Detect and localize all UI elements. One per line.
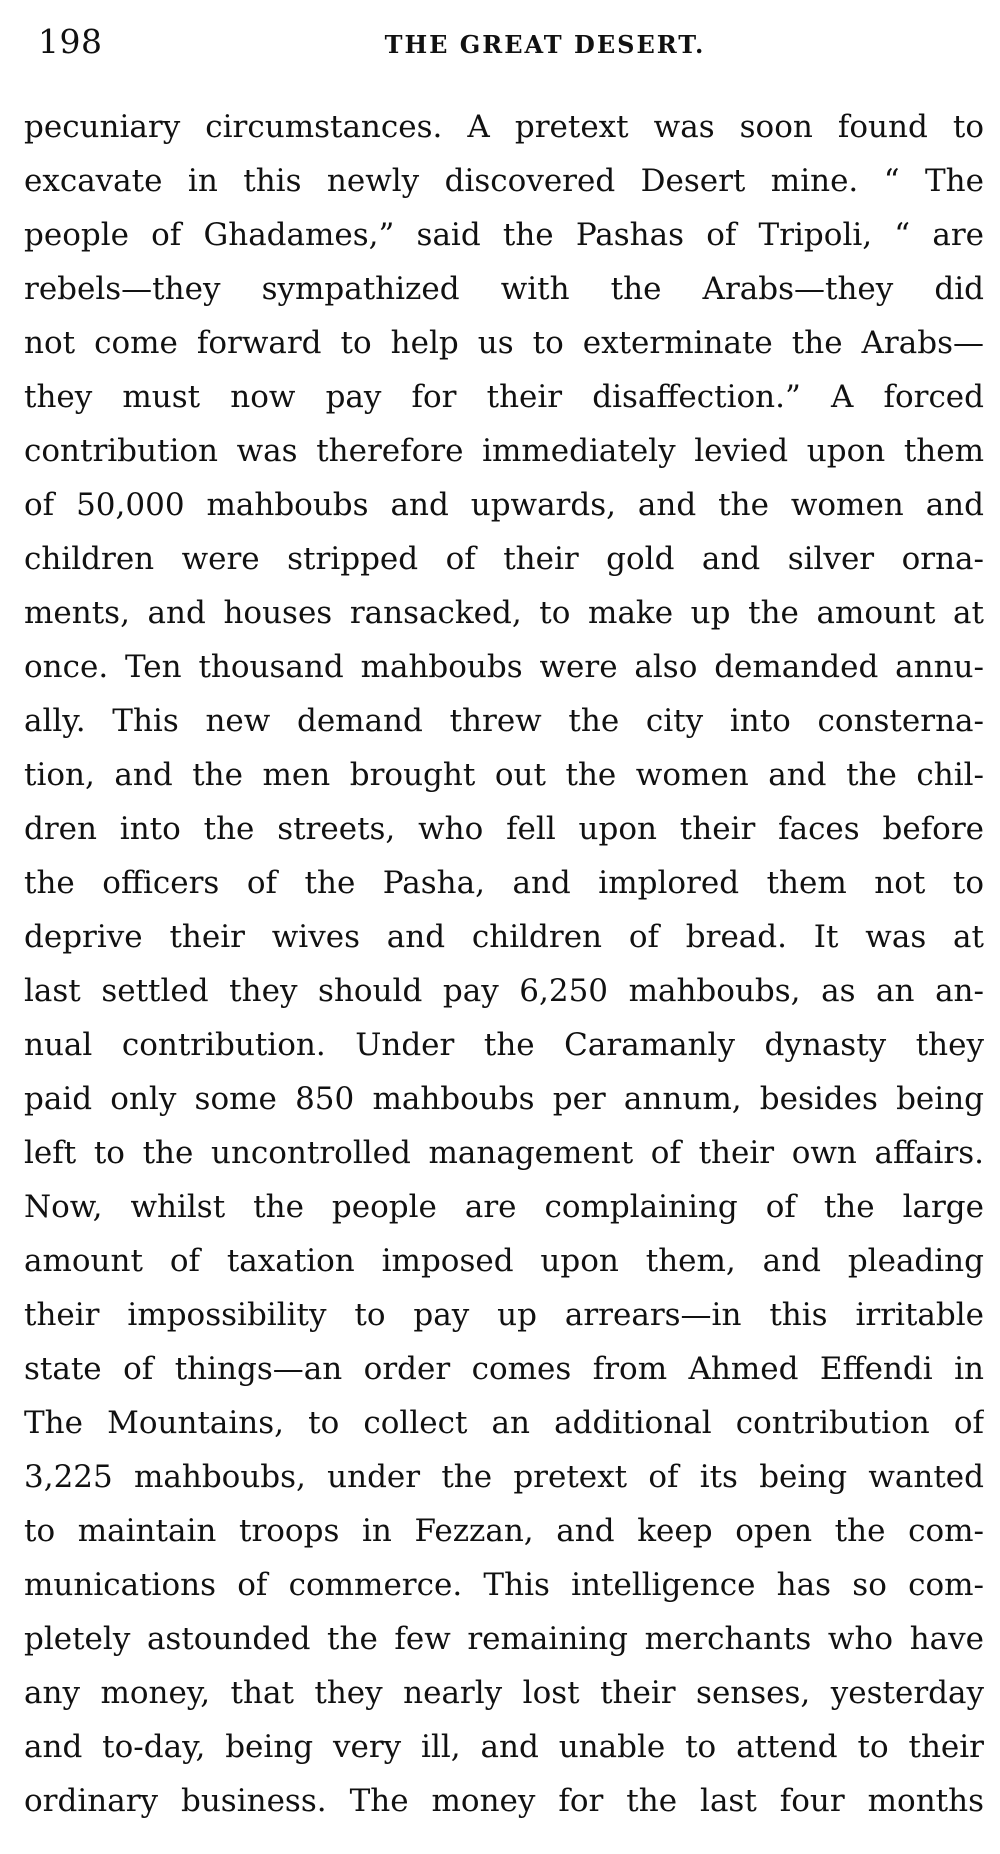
text-line: left to the uncontrolled management of their own affairs. xyxy=(24,1135,984,1171)
text-line: deprive their wives and children of bread. It was at xyxy=(24,919,984,955)
text-line: people of Ghadames,” said the Pashas of Tripoli, “ are xyxy=(24,217,984,253)
page-header xyxy=(30,18,970,68)
text-line: ally. This new demand threw the city into consterna- xyxy=(24,703,984,739)
text-line: ments, and houses ransacked, to make up the amount at xyxy=(24,595,984,631)
text-line: they must now pay for their disaffection.” A forced xyxy=(24,379,984,415)
text-line: nual contribution. Under the Caramanly dynasty they xyxy=(24,1027,984,1063)
text-line: last settled they should pay 6,250 mahboubs, as an an- xyxy=(24,973,984,1009)
text-line: 3,225 mahboubs, under the pretext of its being wanted xyxy=(24,1459,984,1495)
text-line: paid only some 850 mahboubs per annum, besides being xyxy=(24,1081,984,1117)
text-line: tion, and the men brought out the women and the chil- xyxy=(24,757,984,793)
page-number: 198 xyxy=(38,22,103,61)
text-line: state of things—an order comes from Ahmed Effendi in xyxy=(24,1351,984,1387)
text-line: amount of taxation imposed upon them, and pleading xyxy=(24,1243,984,1279)
text-line: once. Ten thousand mahboubs were also demanded annu- xyxy=(24,649,984,685)
text-line: contribution was therefore immediately levied upon them xyxy=(24,433,984,469)
text-line: their impossibility to pay up arrears—in this irritable xyxy=(24,1297,984,1333)
body-text xyxy=(24,100,984,1828)
text-line: dren into the streets, who fell upon their faces before xyxy=(24,811,984,847)
text-line: excavate in this newly discovered Desert mine. “ The xyxy=(24,163,984,199)
text-line: of 50,000 mahboubs and upwards, and the women and xyxy=(24,487,984,523)
text-line: not come forward to help us to exterminate the Arabs— xyxy=(24,325,984,361)
text-line: pecuniary circumstances. A pretext was soon found to xyxy=(24,109,984,145)
text-line: ordinary business. The money for the last four months xyxy=(24,1783,984,1819)
text-line: the officers of the Pasha, and implored them not to xyxy=(24,865,984,901)
text-line: Now, whilst the people are complaining of the large xyxy=(24,1189,984,1225)
text-line: and to-day, being very ill, and unable to attend to their xyxy=(24,1729,984,1765)
text-line: munications of commerce. This intelligence has so com- xyxy=(24,1567,984,1603)
text-line: any money, that they nearly lost their senses, yesterday xyxy=(24,1675,984,1711)
text-line: to maintain troops in Fezzan, and keep open the com- xyxy=(24,1513,984,1549)
text-line: rebels—they sympathized with the Arabs—they did xyxy=(24,271,984,307)
text-line: children were stripped of their gold and silver orna- xyxy=(24,541,984,577)
text-line: The Mountains, to collect an additional contribution of xyxy=(24,1405,984,1441)
text-line: pletely astounded the few remaining merchants who have xyxy=(24,1621,984,1657)
running-title: THE GREAT DESERT. xyxy=(384,30,706,59)
